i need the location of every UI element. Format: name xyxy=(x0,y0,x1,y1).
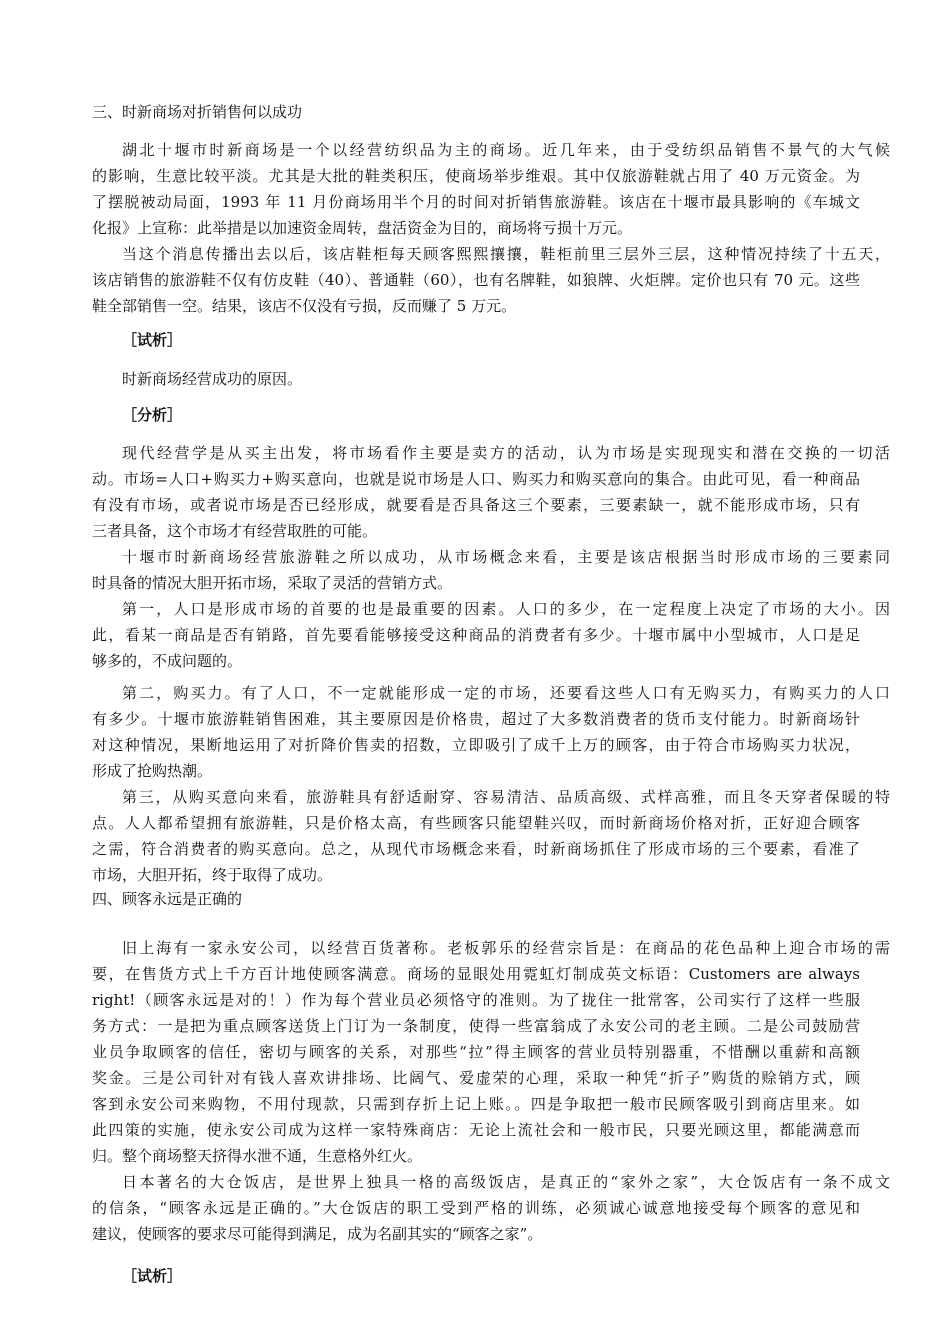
paragraph-line: 客到永安公司来购物，不用付现款，只需到存折上记上账。。四是争取把一般市民顾客吸引到商店里来。如 xyxy=(92,1095,860,1113)
paragraph-line: 业员争取顾客的信任，密切与顾客的关系，对那些“拉”得主顾客的营业员特别器重，不惜酬以重薪和高额 xyxy=(92,1043,860,1061)
paragraph-line: 务方式：一是把为重点顾客送货上门订为一条制度，使得一些富翁成了永安公司的老主顾。二是公司鼓励营 xyxy=(92,1017,860,1035)
paragraph-line: 有没有市场，或者说市场是否已经形成，就要看是否具备这三个要素，三要素缺一，就不能形成市场，只有 xyxy=(92,496,860,514)
paragraph-line: 要，在售货方式上千方百计地使顾客满意。商场的显眼处用霓虹灯制成英文标语：Customers are always xyxy=(92,965,860,983)
paragraph-line: 现代经营学是从买主出发，将市场看作主要是卖方的活动，认为市场是实现现实和潜在交换的一切活 xyxy=(122,444,890,462)
paragraph-line: 有多少。十堰市旅游鞋销售困难，其主要原因是价格贵，超过了大多数消费者的货币支付能力。时新商场针 xyxy=(92,710,860,728)
paragraph-line: 第二，购买力。有了人口，不一定就能形成一定的市场，还要看这些人口有无购买力，有购买力的人口 xyxy=(122,684,890,702)
paragraph-line: 时具备的情况大胆开拓市场，采取了灵活的营销方式。 xyxy=(92,574,453,592)
paragraph-line: 该店销售的旅游鞋不仅有仿皮鞋（40）、普通鞋（60），也有名牌鞋，如狼牌、火炬牌。定价也只有 70 元。这些 xyxy=(92,271,860,289)
paragraph-line: 十堰市时新商场经营旅游鞋之所以成功，从市场概念来看，主要是该店根据当时形成市场的三要素同 xyxy=(122,548,890,566)
paragraph-line: 此，看某一商品是否有销路，首先要看能够接受这种商品的消费者有多少。十堰市属中小型城市，人口是足 xyxy=(92,626,860,644)
paragraph-line: 对这种情况，果断地运用了对折降价售卖的招数，立即吸引了成千上万的顾客，由于符合市场购买力状况， xyxy=(92,736,860,754)
paragraph-line: 当这个消息传播出去以后，该店鞋柜每天顾客熙熙攘攘，鞋柜前里三层外三层，这种情况持续了十五天， xyxy=(122,245,890,263)
paragraph-line: 此四策的实施，使永安公司成为这样一家特殊商店：无论上流社会和一般市民，只要光顾这里，都能满意而 xyxy=(92,1121,860,1139)
paragraph-line: 动。市场=人口+购买力+购买意向，也就是说市场是人口、购买力和购买意向的集合。由此可见，看一种商品 xyxy=(92,470,860,488)
paragraph-line: 日本著名的大仓饭店，是世界上独具一格的高级饭店，是真正的“家外之家”，大仓饭店有一条不成文 xyxy=(122,1173,890,1191)
paragraph-line: 了摆脱被动局面，1993 年 11 月份商场用半个月的时间对折销售旅游鞋。该店在十堰市最具影响的《车城文 xyxy=(92,193,860,211)
paragraph-line: 化报》上宣称：此举措是以加速资金周转，盘活资金为目的，商场将亏损十万元。 xyxy=(92,219,633,237)
paragraph-line: 的信条，“顾客永远是正确的。”大仓饭店的职工受到严格的训练，必须诚心诚意地接受每个顾客的意见和 xyxy=(92,1199,860,1217)
paragraph-line: 的影响，生意比较平淡。尤其是大批的鞋类积压，使商场举步维艰。其中仅旅游鞋就占用了 40 万元资金。为 xyxy=(92,167,860,185)
paragraph-line: 之需，符合消费者的购买意向。总之，从现代市场概念来看，时新商场抓住了形成市场的三个要素，看准了 xyxy=(92,840,860,858)
paragraph-line: 湖北十堰市时新商场是一个以经营纺织品为主的商场。近几年来，由于受纺织品销售不景气的大气候 xyxy=(122,141,890,159)
paragraph-line: 鞋全部销售一空。结果，该店不仅没有亏损，反而赚了 5 万元。 xyxy=(92,297,517,315)
section-heading: 三、时新商场对折销售何以成功 xyxy=(92,103,303,121)
section-heading: 四、顾客永远是正确的 xyxy=(92,890,243,908)
paragraph-line: right!（顾客永远是对的！）作为每个营业员必须恪守的准则。为了拢住一批常客，公司实行了这样一些服 xyxy=(92,991,860,1009)
trial-label: ［试析］ xyxy=(122,1267,183,1285)
paragraph-line: 点。人人都希望拥有旅游鞋，只是价格太高，有些顾客只能望鞋兴叹，而时新商场价格对折，正好迎合顾客 xyxy=(92,814,860,832)
paragraph-line: 建议，使顾客的要求尽可能得到满足，成为名副其实的“顾客之家”。 xyxy=(92,1225,543,1243)
analysis-label: ［分析］ xyxy=(122,406,183,424)
paragraph-line: 三者具备，这个市场才有经营取胜的可能。 xyxy=(92,522,378,540)
paragraph-line: 归。整个商场整天挤得水泄不通，生意格外红火。 xyxy=(92,1147,423,1165)
trial-label: ［试析］ xyxy=(122,331,183,349)
paragraph-line: 第一，人口是形成市场的首要的也是最重要的因素。人口的多少，在一定程度上决定了市场的大小。因 xyxy=(122,600,890,618)
paragraph-line: 形成了抢购热潮。 xyxy=(92,762,213,780)
question-text: 时新商场经营成功的原因。 xyxy=(122,370,303,388)
paragraph-line: 第三，从购买意向来看，旅游鞋具有舒适耐穿、容易清洁、品质高级、式样高雅，而且冬天穿者保暖的特 xyxy=(122,788,890,806)
paragraph-line: 市场，大胆开拓，终于取得了成功。 xyxy=(92,866,333,884)
paragraph-line: 奖金。三是公司针对有钱人喜欢讲排场、比阔气、爱虚荣的心理，采取一种凭“折子”购货的赊销方式，顾 xyxy=(92,1069,860,1087)
paragraph-line: 旧上海有一家永安公司，以经营百货著称。老板郭乐的经营宗旨是：在商品的花色品种上迎合市场的需 xyxy=(122,939,890,957)
paragraph-line: 够多的，不成问题的。 xyxy=(92,652,243,670)
